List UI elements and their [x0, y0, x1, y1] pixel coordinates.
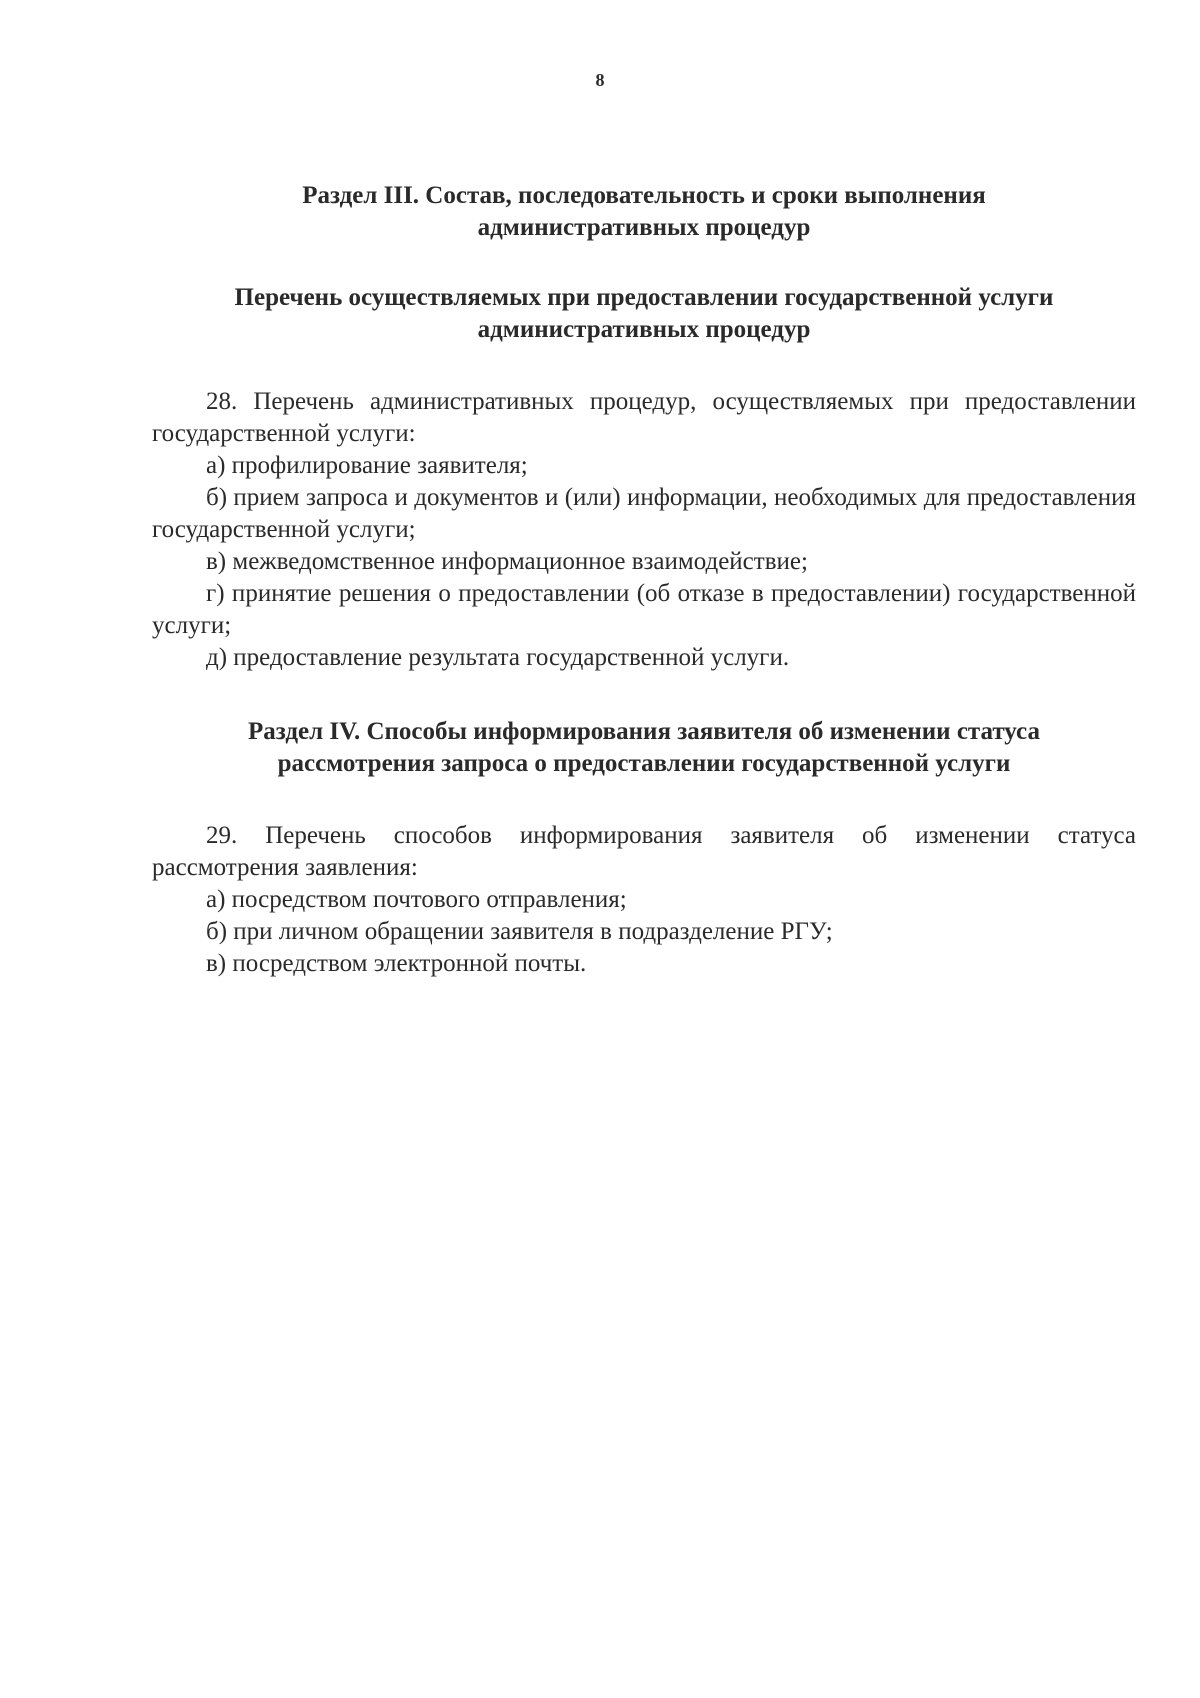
list-item-28e: д) предоставление результата государственной услуги.: [206, 644, 790, 671]
paragraph-29: 29. Перечень способов информирования заявителя об изменении статуса рассмотрения заявления:: [152, 822, 1136, 881]
list-item-28a: а) профилирование заявителя;: [206, 452, 528, 479]
paragraph-28: 28. Перечень административных процедур, осуществляемых при предоставлении государственной услуги:: [152, 388, 1136, 447]
section-4-title: Раздел IV. Способы информирования заявителя об изменении статуса рассмотрения запроса о предоставлении государственной услуги: [248, 718, 1040, 777]
list-item-29c: в) посредством электронной почты.: [206, 950, 587, 977]
list-item-29b: б) при личном обращении заявителя в подразделение РГУ;: [206, 918, 833, 945]
list-item-29a: а) посредством почтового отправления;: [206, 886, 627, 913]
page-number: 8: [595, 70, 605, 90]
section-3-subtitle: Перечень осуществляемых при предоставлении государственной услуги административных процедур: [234, 284, 1054, 343]
list-item-28d: г) принятие решения о предоставлении (об отказе в предоставлении) государственной услуги;: [152, 580, 1136, 639]
list-item-28c: в) межведомственное информационное взаимодействие;: [206, 548, 808, 575]
section-3-title: Раздел III. Состав, последовательность и сроки выполнения административных процедур: [302, 182, 986, 241]
list-item-28b: б) прием запроса и документов и (или) информации, необходимых для предоставления государственной услуги;: [152, 484, 1136, 543]
document-body: [152, 180, 1136, 980]
